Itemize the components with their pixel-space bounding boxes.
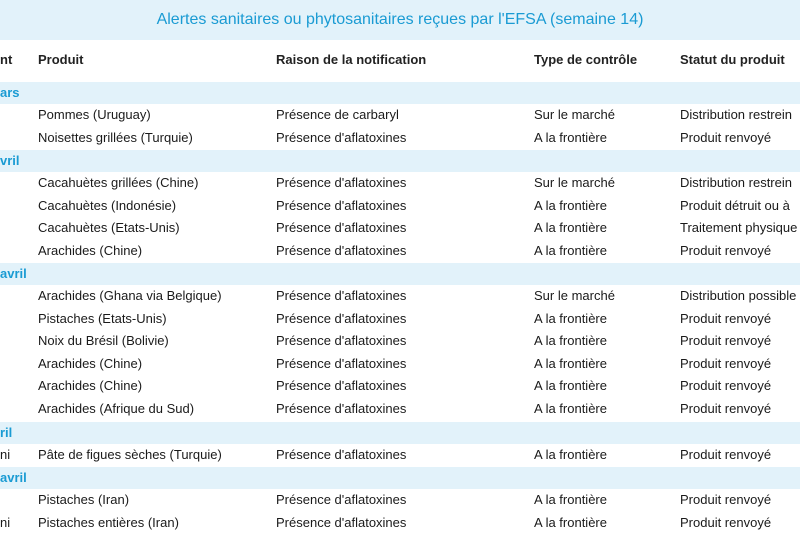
cell-type: A la frontière	[534, 401, 607, 416]
cell-raison: Présence d'aflatoxines	[276, 333, 407, 349]
cell-statut: Produit renvoyé	[680, 514, 772, 530]
cell-type: Sur le marché	[534, 175, 615, 190]
cell-produit: Arachides (Afrique du Sud)	[38, 401, 195, 416]
cell-statut: Produit renvoyé	[680, 242, 772, 258]
group-row	[0, 150, 800, 172]
cell-raison: Présence d'aflatoxines	[276, 378, 407, 394]
cell-raison: Présence d'aflatoxines	[276, 129, 407, 145]
group-label: avril	[0, 470, 27, 485]
table-header	[0, 40, 800, 80]
cell-type: A la frontière	[534, 129, 607, 145]
cell-statut: Distribution restrein	[680, 107, 792, 122]
cell-produit: Pistaches (Etats-Unis)	[38, 310, 167, 326]
cell-raison: Présence de carbaryl	[276, 107, 399, 122]
cell-type: A la frontière	[534, 492, 607, 507]
cell-type: A la frontière	[534, 333, 607, 349]
group-row	[0, 467, 800, 489]
cell-raison: Présence d'aflatoxines	[276, 355, 407, 371]
group-label: avril	[0, 266, 27, 281]
cell-raison: Présence d'aflatoxines	[276, 514, 407, 530]
cell-raison: Présence d'aflatoxines	[276, 197, 407, 213]
cell-statut: Produit renvoyé	[680, 129, 772, 145]
cell-statut: Produit détruit ou à	[680, 197, 790, 213]
cell-produit: Arachides (Chine)	[38, 242, 143, 258]
table-row	[0, 104, 800, 126]
cell-type: A la frontière	[534, 242, 607, 258]
column-header-type: Type de contrôle	[534, 52, 638, 67]
cell-statut: Produit renvoyé	[680, 447, 772, 462]
cell-statut: Distribution possible	[680, 288, 797, 303]
cell-raison: Présence d'aflatoxines	[276, 401, 407, 416]
cell-type: A la frontière	[534, 514, 607, 530]
cell-statut: Produit renvoyé	[680, 355, 772, 371]
cell-statut: Produit renvoyé	[680, 401, 772, 416]
group-row	[0, 82, 800, 104]
group-label: ars	[0, 85, 20, 100]
table-row	[0, 444, 800, 466]
table-row	[0, 489, 800, 511]
table-row	[0, 330, 800, 352]
cell-raison: Présence d'aflatoxines	[276, 310, 407, 326]
table-title: Alertes sanitaires ou phytosanitaires reçues par l'EFSA (semaine 14)	[0, 0, 800, 40]
cell-raison: Présence d'aflatoxines	[276, 220, 407, 236]
cell-produit: Cacahuètes (Etats-Unis)	[38, 220, 180, 236]
cell-statut: Produit renvoyé	[680, 492, 772, 507]
cell-produit: Cacahuètes (Indonésie)	[38, 197, 177, 213]
cell-produit: Noisettes grillées (Turquie)	[38, 129, 193, 145]
table-row	[0, 285, 800, 307]
cell-statut: Produit renvoyé	[680, 333, 772, 349]
cell-type: A la frontière	[534, 378, 607, 394]
cell-produit: Pâte de figues sèches (Turquie)	[38, 447, 222, 462]
cell-raison: Présence d'aflatoxines	[276, 447, 407, 462]
table-row	[0, 512, 800, 534]
cell-raison: Présence d'aflatoxines	[276, 175, 407, 190]
cell-statut: Produit renvoyé	[680, 310, 772, 326]
cell-statut: Produit renvoyé	[680, 378, 772, 394]
group-label: ril	[0, 425, 13, 440]
cell-statut: Distribution restrein	[680, 175, 792, 190]
table-row	[0, 172, 800, 194]
cell-date: ni	[0, 447, 11, 462]
cell-produit: Noix du Brésil (Bolivie)	[38, 333, 169, 349]
group-row	[0, 422, 800, 444]
group-label: vril	[0, 153, 20, 168]
cell-produit: Arachides (Chine)	[38, 378, 143, 394]
cell-type: A la frontière	[534, 355, 607, 371]
cell-produit: Pistaches (Iran)	[38, 492, 130, 507]
column-header-raison: Raison de la notification	[276, 52, 427, 67]
column-header-produit: Produit	[38, 52, 84, 67]
cell-produit: Arachides (Ghana via Belgique)	[38, 288, 222, 303]
cell-statut: Traitement physique	[680, 220, 798, 236]
table-row	[0, 240, 800, 262]
cell-produit: Cacahuètes grillées (Chine)	[38, 175, 199, 190]
column-header-statut: Statut du produit	[680, 52, 785, 67]
cell-type: A la frontière	[534, 447, 607, 462]
cell-produit: Arachides (Chine)	[38, 355, 143, 371]
table-row	[0, 217, 800, 239]
cell-type: A la frontière	[534, 310, 607, 326]
cell-produit: Pistaches entières (Iran)	[38, 514, 179, 530]
table-row	[0, 375, 800, 397]
table-row	[0, 398, 800, 420]
group-row	[0, 263, 800, 285]
cell-type: A la frontière	[534, 220, 607, 236]
cell-type: Sur le marché	[534, 288, 615, 303]
table-row	[0, 353, 800, 375]
cell-raison: Présence d'aflatoxines	[276, 492, 407, 507]
cell-type: Sur le marché	[534, 107, 615, 122]
cell-produit: Pommes (Uruguay)	[38, 107, 151, 122]
cell-raison: Présence d'aflatoxines	[276, 288, 407, 303]
table-row	[0, 308, 800, 330]
table-row	[0, 127, 800, 149]
table-row	[0, 195, 800, 217]
cell-date: ni	[0, 514, 11, 530]
column-header-date: nt	[0, 52, 13, 67]
cell-type: A la frontière	[534, 197, 607, 213]
cell-raison: Présence d'aflatoxines	[276, 242, 407, 258]
